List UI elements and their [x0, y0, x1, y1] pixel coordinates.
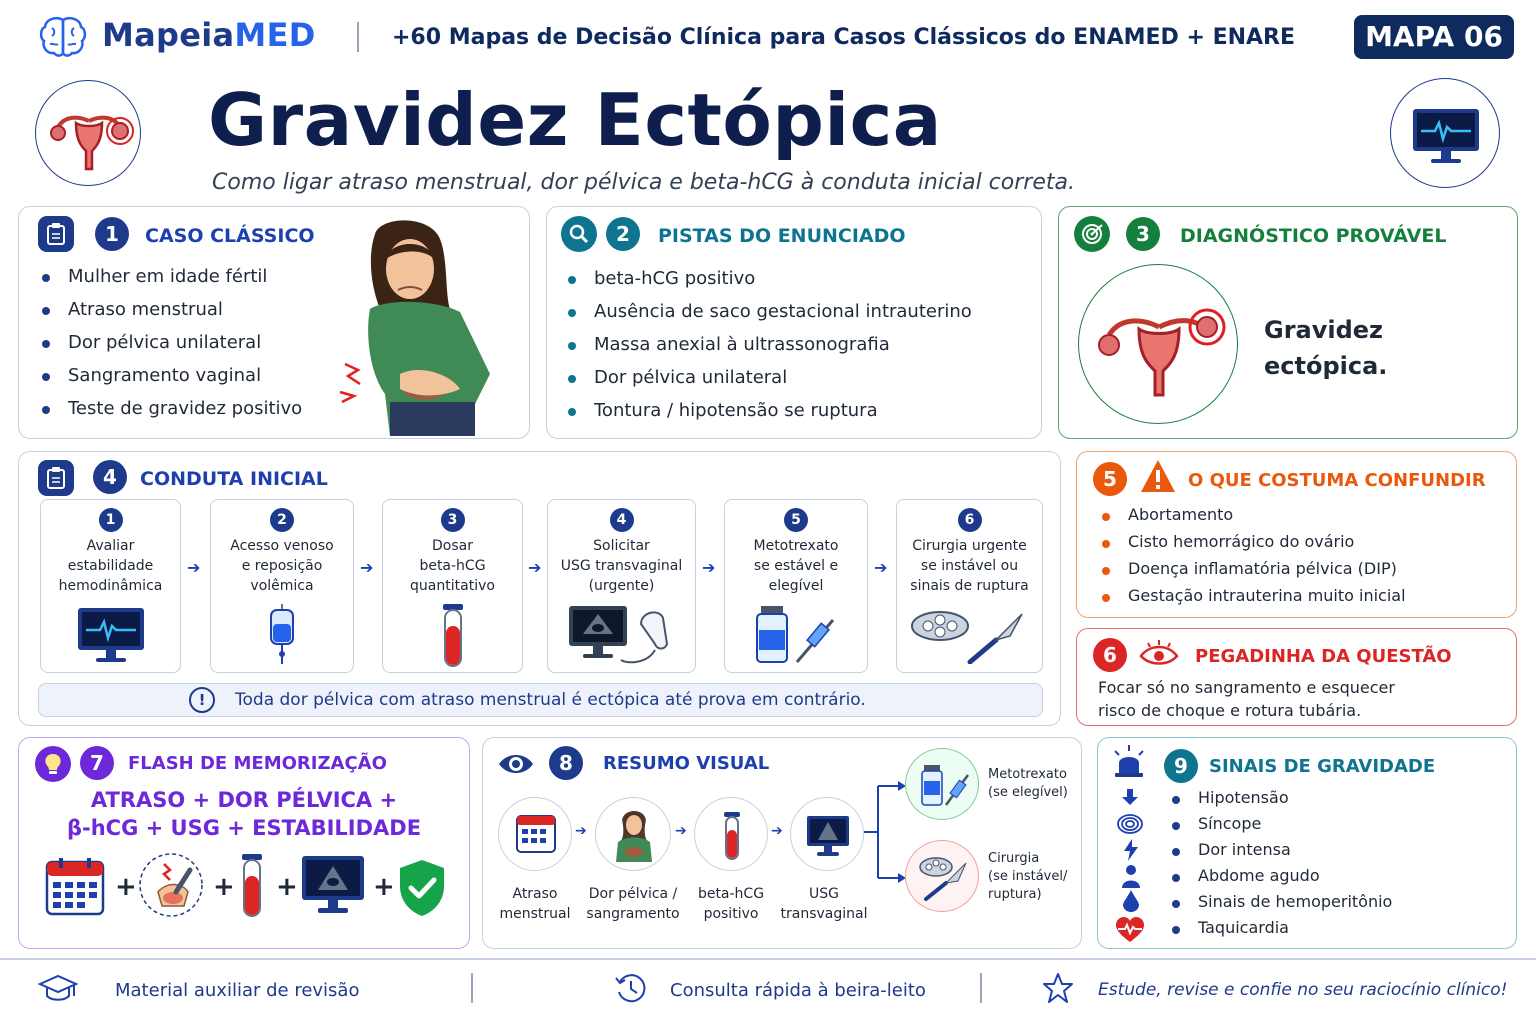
list-item: Cisto hemorrágico do ovário — [1098, 532, 1406, 559]
monitor-icon — [41, 606, 180, 670]
list-item: Ausência de saco gestacional intrauterino — [564, 301, 972, 334]
step-line: e reposição — [241, 558, 323, 574]
clock-history-icon — [614, 972, 648, 1010]
list-item: Abortamento — [1098, 505, 1406, 532]
diagnosis-line-2: ectópica. — [1264, 352, 1388, 380]
page-title: Gravidez Ectópica — [208, 78, 942, 162]
monitor-circle-icon — [1390, 78, 1500, 188]
summary-branch-metotrexato — [988, 766, 1068, 802]
summary-label-line: transvaginal — [780, 906, 868, 922]
dizzy-spiral-icon — [1116, 812, 1144, 840]
step-number: 3 — [441, 508, 465, 532]
blood-tube-icon — [383, 604, 522, 672]
list-item: Doença inflamatória pélvica (DIP) — [1098, 559, 1406, 586]
warning-triangle-icon — [1139, 458, 1177, 498]
section-9-title: SINAIS DE GRAVIDADE — [1209, 756, 1436, 777]
diagnosis-line-1: Gravidez — [1264, 316, 1384, 344]
heart-pulse-icon — [1115, 917, 1145, 947]
step-number: 4 — [610, 508, 634, 532]
branch-line: (se elegível) — [988, 785, 1068, 800]
step-card-3 — [382, 499, 523, 673]
section-8-number: 8 — [549, 746, 583, 780]
list-item: Teste de gravidez positivo — [38, 398, 302, 431]
iv-bag-icon — [211, 604, 353, 672]
section-4-title: CONDUTA INICIAL — [140, 468, 328, 490]
step-card-2 — [210, 499, 354, 673]
section-9-list — [1168, 788, 1392, 944]
list-item: Taquicardia — [1168, 918, 1392, 944]
calendar-icon — [45, 856, 105, 920]
step-line: Dosar — [432, 538, 473, 554]
target-icon — [1074, 216, 1110, 252]
arrow-right-icon: ➔ — [528, 558, 542, 577]
eye-warning-icon — [1138, 640, 1180, 674]
summary-label-line: positivo — [703, 906, 759, 922]
blood-tube-icon — [240, 854, 264, 922]
uterus-circle-icon — [35, 80, 141, 186]
summary-node-metotrexato — [905, 748, 979, 820]
step-number: 1 — [99, 508, 123, 532]
arrow-right-icon: ➔ — [675, 823, 687, 839]
step-card-1 — [40, 499, 181, 673]
shield-check-icon — [397, 858, 447, 922]
footer-divider-line — [0, 958, 1536, 960]
ultrasound-monitor-icon — [300, 854, 366, 924]
branch-line: ruptura) — [988, 887, 1042, 902]
list-item: beta-hCG positivo — [564, 268, 972, 301]
summary-label-line: Dor pélvica / — [588, 886, 678, 902]
header-divider — [357, 22, 359, 52]
step-line: Cirurgia urgente — [912, 538, 1027, 554]
section-2-title: PISTAS DO ENUNCIADO — [658, 225, 906, 247]
section-7-number: 7 — [80, 746, 114, 780]
person-abdomen-icon — [1120, 864, 1142, 892]
plus-sign: + — [213, 872, 235, 902]
section-9-number: 9 — [1164, 749, 1198, 783]
surgical-light-scalpel-icon — [897, 606, 1042, 668]
arrow-right-icon: ➔ — [702, 558, 716, 577]
step-line: se estável e — [753, 558, 839, 574]
summary-node-cirurgia — [905, 840, 979, 912]
arrow-down-icon — [1120, 787, 1140, 811]
trap-line-1: Focar só no sangramento e esquecer — [1098, 678, 1395, 697]
step-number: 5 — [784, 508, 808, 532]
step-card-5 — [724, 499, 868, 673]
graduation-cap-icon — [38, 974, 78, 1008]
section-1-title: CASO CLÁSSICO — [145, 225, 315, 247]
step-card-6 — [896, 499, 1043, 673]
page-subtitle: Como ligar atraso menstrual, dor pélvica e beta-hCG à conduta inicial correta. — [212, 170, 1075, 195]
branch-line: Cirurgia — [988, 851, 1040, 866]
step-line: USG transvaginal — [560, 558, 683, 574]
step-line: Solicitar — [593, 538, 650, 554]
branch-connector — [864, 780, 906, 888]
arrow-right-icon: ➔ — [360, 558, 374, 577]
branch-line: (se instável/ — [988, 869, 1068, 884]
step-line: hemodinâmica — [58, 578, 163, 594]
lightbulb-icon — [35, 746, 71, 782]
brand-name: MapeiaMED — [102, 16, 316, 54]
tagline: +60 Mapas de Decisão Clínica para Casos Clássicos do ENAMED + ENARE — [392, 25, 1296, 50]
list-item: Síncope — [1168, 814, 1392, 840]
footer-divider — [980, 973, 982, 1003]
lightning-pain-icon — [1122, 839, 1140, 865]
list-item: Gestação intrauterina muito inicial — [1098, 586, 1406, 613]
summary-label-line: Atraso — [512, 886, 558, 902]
branch-line: Metotrexato — [988, 767, 1067, 782]
step-number: 6 — [958, 508, 982, 532]
warning-note — [38, 683, 1043, 717]
list-item: Hipotensão — [1168, 788, 1392, 814]
summary-label-usg — [778, 884, 870, 924]
step-line: quantitativo — [410, 578, 495, 594]
list-item: Mulher em idade fértil — [38, 266, 302, 299]
summary-branch-cirurgia — [988, 850, 1067, 904]
list-item: Massa anexial à ultrassonografia — [564, 334, 972, 367]
footer-item-2: Consulta rápida à beira-leito — [670, 980, 926, 1001]
section-8-title: RESUMO VISUAL — [603, 753, 770, 774]
step-line: beta-hCG — [419, 558, 486, 574]
step-line: volêmica — [250, 578, 314, 594]
step-line: estabilidade — [67, 558, 154, 574]
list-item: Sangramento vaginal — [38, 365, 302, 398]
plus-sign: + — [276, 872, 298, 902]
section-1-list — [38, 266, 302, 431]
footer-item-3: Estude, revise e confie no seu raciocínio clínico! — [1098, 980, 1508, 1000]
trap-text — [1098, 676, 1395, 722]
section-6-title: PEGADINHA DA QUESTÃO — [1195, 646, 1452, 667]
list-item: Dor pélvica unilateral — [38, 332, 302, 365]
medicine-vial-syringe-icon — [725, 604, 867, 670]
step-line: sinais de ruptura — [910, 578, 1029, 594]
flash-mnemonic — [18, 786, 470, 842]
section-7-title: FLASH DE MEMORIZAÇÃO — [128, 753, 387, 774]
clipboard-icon — [38, 216, 74, 252]
pelvic-pain-icon — [136, 852, 206, 922]
warning-note-text: Toda dor pélvica com atraso menstrual é ectópica até prova em contrário. — [235, 690, 866, 710]
list-item: Dor pélvica unilateral — [564, 367, 972, 400]
summary-label-line: sangramento — [586, 906, 680, 922]
summary-node-hcg — [694, 797, 768, 871]
summary-label-hcg — [686, 884, 776, 924]
step-card-4 — [547, 499, 696, 673]
list-item: Sinais de hemoperitônio — [1168, 892, 1392, 918]
step-line: se instável ou — [920, 558, 1019, 574]
summary-node-dor — [595, 797, 671, 871]
section-1-number: 1 — [95, 217, 129, 251]
summary-label-line: menstrual — [499, 906, 571, 922]
summary-node-usg — [790, 797, 864, 871]
section-5-number: 5 — [1093, 462, 1127, 496]
step-line: elegível — [768, 578, 824, 594]
section-6-number: 6 — [1093, 638, 1127, 672]
brain-logo-icon — [38, 14, 88, 60]
list-item: Dor intensa — [1168, 840, 1392, 866]
section-2-number: 2 — [606, 217, 640, 251]
eye-icon — [497, 748, 535, 784]
exclamation-circle-icon: ! — [189, 687, 215, 713]
magnifier-icon — [561, 216, 597, 252]
trap-line-2: risco de choque e rotura tubária. — [1098, 701, 1362, 720]
arrow-right-icon: ➔ — [771, 823, 783, 839]
section-5-title: O QUE COSTUMA CONFUNDIR — [1188, 470, 1486, 491]
summary-label-line: beta-hCG — [697, 886, 765, 902]
uterus-ectopic-icon — [1078, 264, 1238, 424]
step-line: Metotrexato — [753, 538, 839, 554]
diagnosis-text — [1264, 312, 1387, 384]
list-item: Abdome agudo — [1168, 866, 1392, 892]
summary-label-atraso — [490, 884, 580, 924]
flash-line-2: β-hCG + USG + ESTABILIDADE — [66, 816, 422, 840]
plus-sign: + — [373, 872, 395, 902]
list-item: Atraso menstrual — [38, 299, 302, 332]
step-line: Acesso venoso — [230, 538, 334, 554]
alarm-siren-icon — [1111, 745, 1147, 783]
list-item: Tontura / hipotensão se ruptura — [564, 400, 972, 433]
section-5-list — [1098, 505, 1406, 613]
section-3-number: 3 — [1126, 217, 1160, 251]
arrow-right-icon: ➔ — [874, 558, 888, 577]
blood-drop-icon — [1123, 890, 1139, 916]
footer-item-1: Material auxiliar de revisão — [115, 980, 360, 1001]
arrow-right-icon: ➔ — [575, 823, 587, 839]
flash-line-1: ATRASO + DOR PÉLVICA + — [90, 788, 398, 812]
section-3-title: DIAGNÓSTICO PROVÁVEL — [1180, 225, 1447, 247]
patient-abdominal-pain-illustration — [330, 214, 520, 436]
footer-divider — [471, 973, 473, 1003]
plus-sign: + — [115, 872, 137, 902]
step-line: (urgente) — [588, 578, 655, 594]
map-number-badge: MAPA 06 — [1354, 15, 1514, 59]
arrow-right-icon: ➔ — [187, 558, 201, 577]
step-line: Avaliar — [86, 538, 135, 554]
summary-label-line: USG — [809, 886, 839, 902]
star-icon — [1042, 972, 1074, 1008]
section-2-list — [564, 268, 972, 433]
clipboard-icon — [38, 460, 74, 496]
ultrasound-machine-icon — [548, 604, 695, 670]
summary-node-atraso — [498, 797, 572, 871]
section-4-number: 4 — [93, 460, 127, 494]
summary-label-dor — [583, 884, 683, 924]
step-number: 2 — [270, 508, 294, 532]
